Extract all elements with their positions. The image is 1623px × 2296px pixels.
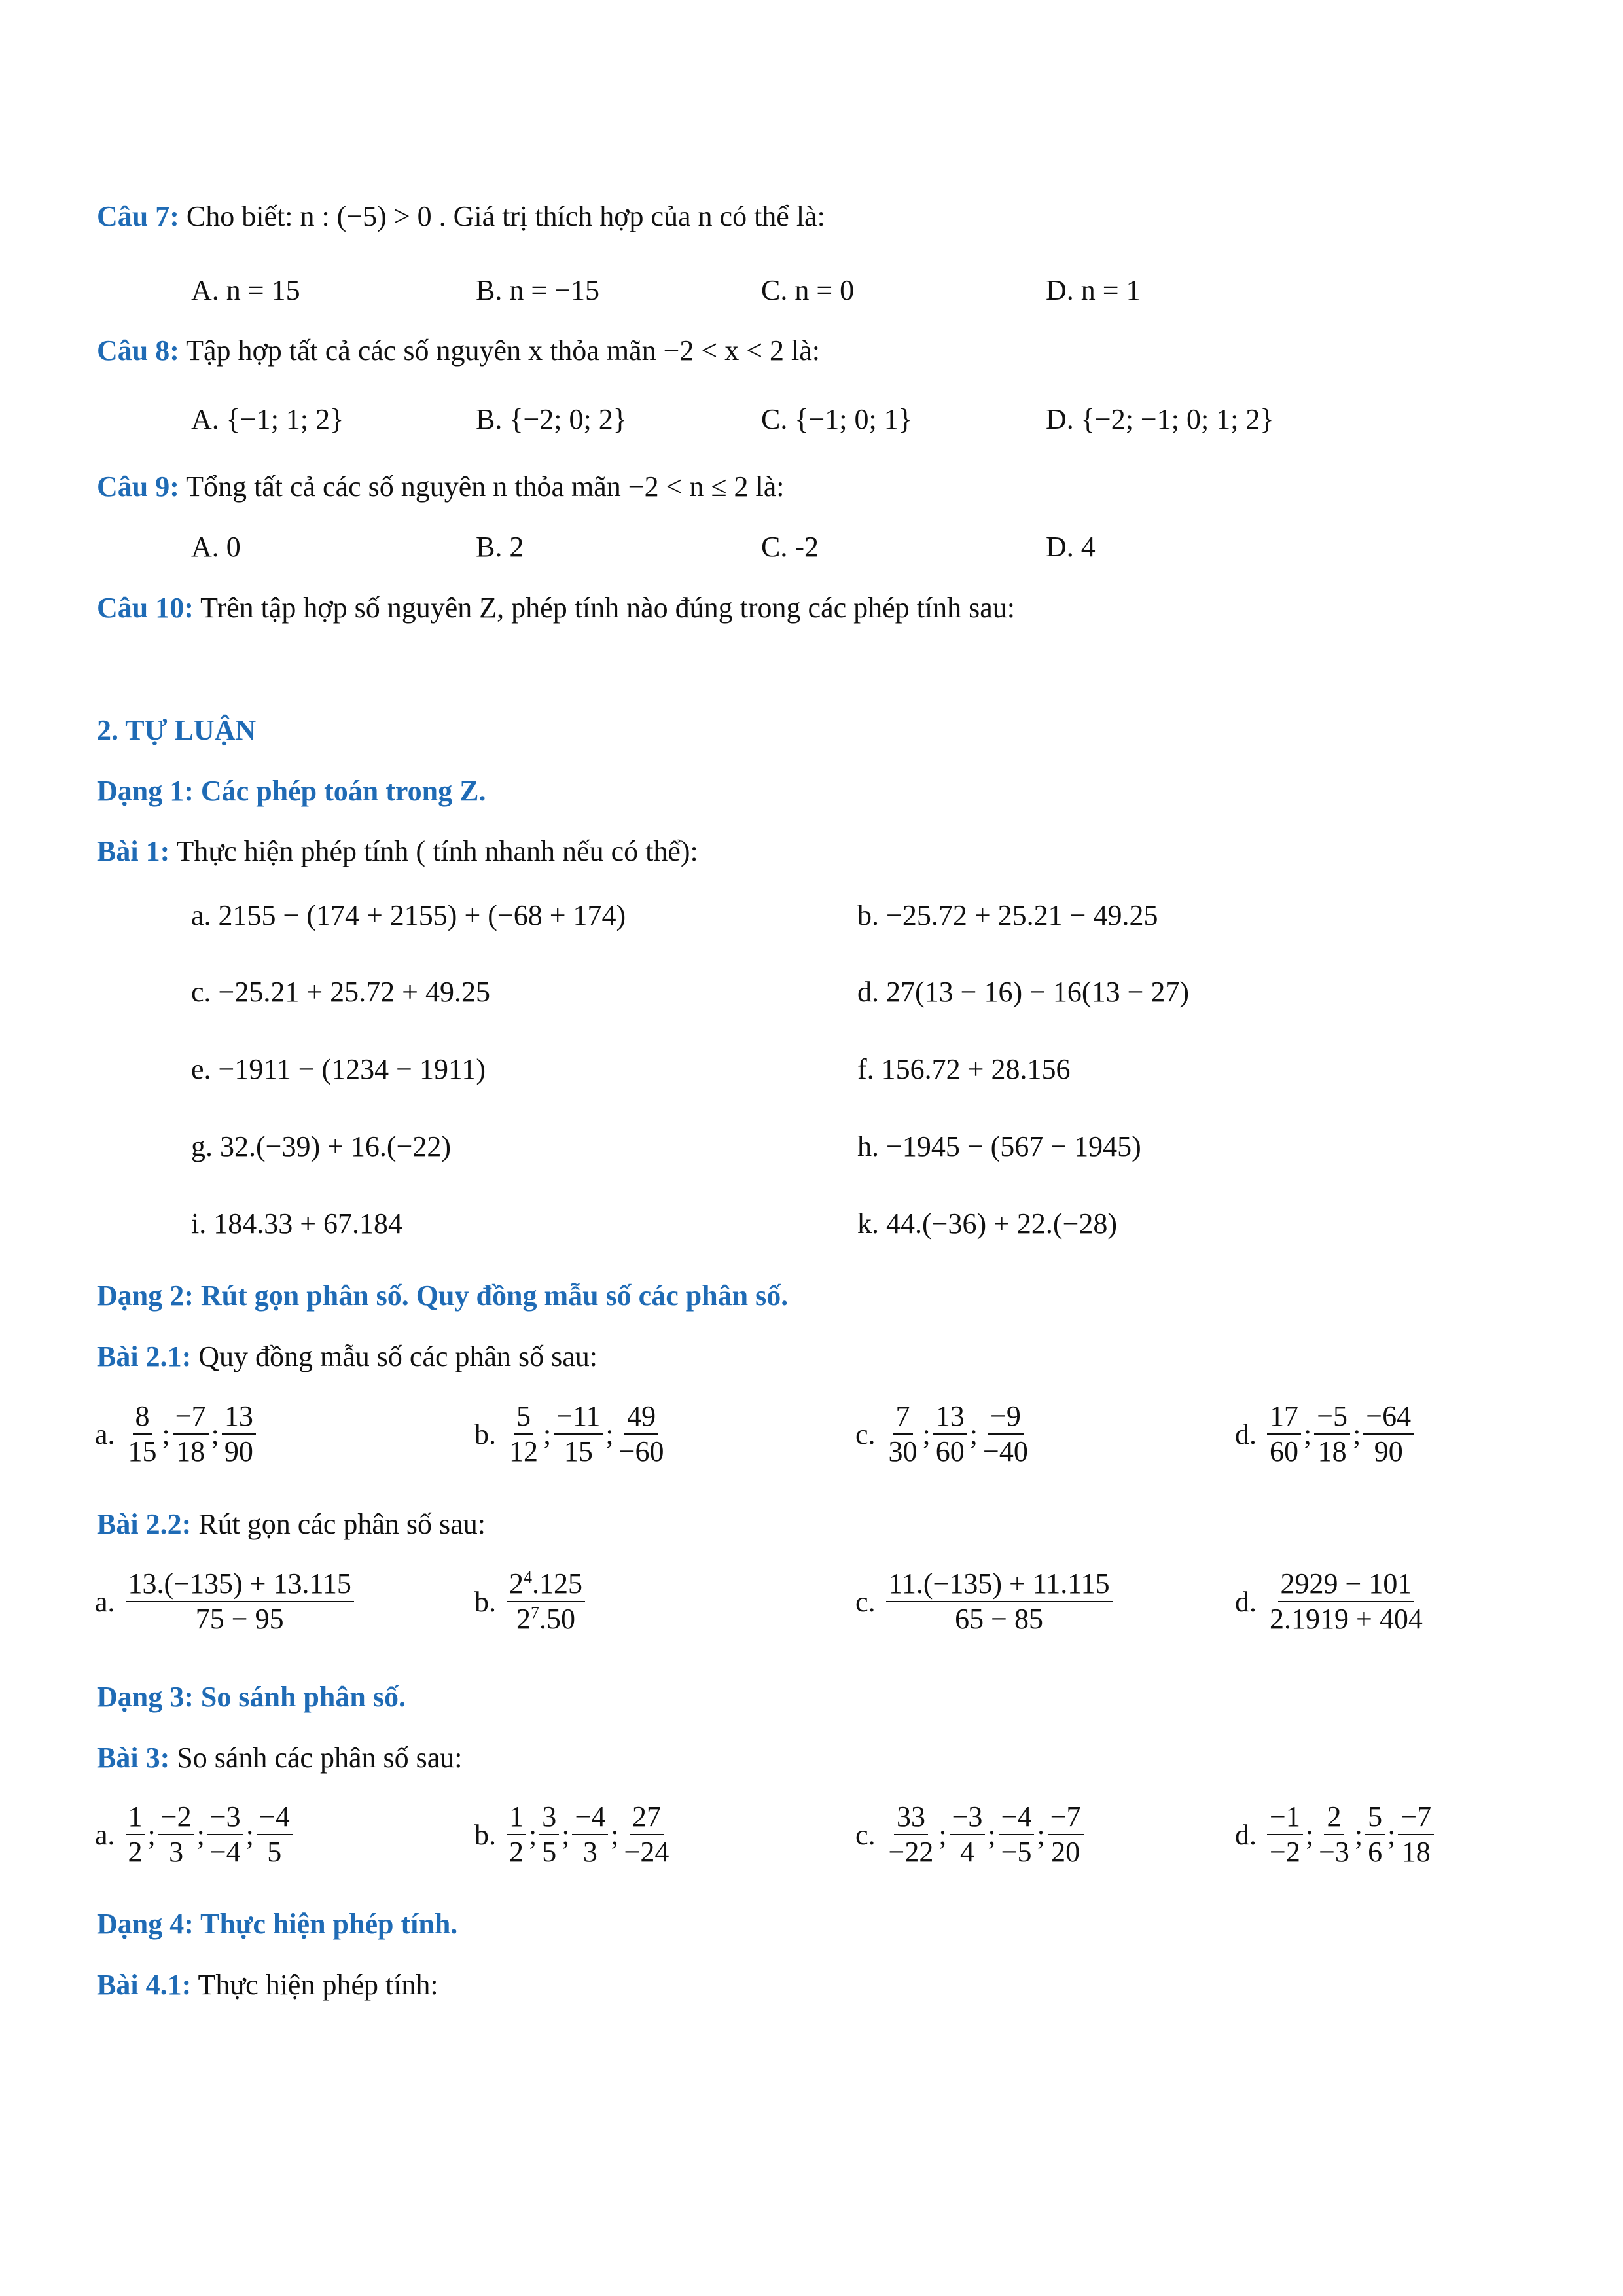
expr-a: a. 2155 − (174 + 2155) + (−68 + 174)	[191, 899, 626, 931]
fraction: 2 −3	[1319, 1801, 1349, 1869]
option-d: D. 4	[1046, 531, 1096, 563]
fraction: 49 −60	[618, 1400, 664, 1468]
bai-text: So sánh các phân số sau:	[169, 1742, 463, 1774]
bai21	[97, 1340, 597, 1373]
simplify-d	[1235, 1568, 1427, 1636]
simplify-b	[474, 1568, 586, 1636]
item-prefix: b.	[474, 1585, 496, 1618]
expr-c: c. −25.21 + 25.72 + 49.25	[191, 976, 490, 1008]
option-b: B. 2	[476, 531, 524, 563]
bai-label: Bài 2.2:	[97, 1508, 192, 1540]
bai-text: Rút gọn các phân số sau:	[191, 1508, 486, 1540]
option-b: B. n = −15	[476, 274, 599, 306]
item-prefix: d.	[1235, 1818, 1257, 1851]
compare-b: b. 1 2 ; 3 5 ; −4 3 ; 27 −24	[474, 1801, 673, 1869]
option-c: C. n = 0	[761, 274, 855, 306]
fraction: −4 5	[257, 1801, 293, 1869]
fraction: 13 60	[933, 1401, 967, 1468]
item-prefix: a.	[95, 1818, 115, 1851]
expr-e: e. −1911 − (1234 − 1911)	[191, 1053, 486, 1085]
question-label: Câu 10:	[97, 592, 194, 624]
expr-d: d. 27(13 − 16) − 16(13 − 27)	[857, 976, 1190, 1008]
fraction: 17 60	[1267, 1401, 1301, 1468]
fraction: 3 5	[539, 1801, 559, 1869]
bai-text: Thực hiện phép tính ( tính nhanh nếu có thể):	[169, 835, 698, 867]
fraction: −3 4	[950, 1801, 986, 1869]
bai-label: Bài 3:	[97, 1742, 170, 1774]
fraction: 1 2	[126, 1801, 145, 1869]
simplify-c	[855, 1568, 1114, 1636]
fraction: 11.(−135) + 11.115 65 − 85	[886, 1568, 1113, 1636]
fraction: $2^4.125$ $2^7.50$	[507, 1568, 585, 1636]
bai-text: Thực hiện phép tính:	[191, 1969, 438, 2001]
bai-label: Bài 4.1:	[97, 1969, 192, 2001]
question-label: Câu 7:	[97, 200, 179, 232]
question-8	[97, 334, 820, 367]
option-b: B. {−2; 0; 2}	[476, 403, 627, 435]
item-prefix: c.	[855, 1818, 876, 1851]
bai-text: Quy đồng mẫu số các phân số sau:	[191, 1340, 598, 1372]
question-text: Tập hợp tất cả các số nguyên x thỏa mãn −2 < x < 2 là:	[179, 334, 820, 367]
option-d: D. n = 1	[1046, 274, 1141, 306]
fraction: −1 −2	[1267, 1801, 1303, 1869]
question-9	[97, 470, 785, 503]
compare-c: c. 33 −22 ; −3 4 ; −4 −5 ; −7 20	[855, 1801, 1085, 1869]
simplify-a	[95, 1568, 355, 1636]
option-c: C. -2	[761, 531, 819, 563]
fraction: 33 −22	[888, 1801, 934, 1869]
question-10	[97, 591, 1015, 624]
fraction: −4 3	[572, 1801, 608, 1869]
option-c: C. {−1; 0; 1}	[761, 403, 912, 435]
fraction: −4 −5	[999, 1801, 1035, 1869]
dang2-heading: Dạng 2: Rút gọn phân số. Quy đồng mẫu số các phân số.	[97, 1280, 789, 1312]
dang3-heading: Dạng 3: So sánh phân số.	[97, 1681, 406, 1713]
fraction: −7 18	[1398, 1801, 1434, 1869]
frac-list-c: c. 7 30 ; 13 60 ; −9 −40	[855, 1401, 1032, 1468]
fraction: 13.(−135) + 13.115 75 − 95	[126, 1568, 354, 1636]
fraction: 5 12	[509, 1400, 538, 1468]
option-d: D. {−2; −1; 0; 1; 2}	[1046, 403, 1274, 435]
expr-i: i. 184.33 + 67.184	[191, 1208, 403, 1240]
option-a: A. 0	[191, 531, 241, 563]
fraction: 27 −24	[624, 1801, 669, 1869]
item-prefix: b.	[474, 1818, 496, 1851]
frac-list-a: a. 8 15 ; −7 18 ; 13 90	[95, 1401, 257, 1468]
expr-b: b. −25.72 + 25.21 − 49.25	[857, 899, 1158, 931]
fraction: −11 15	[554, 1401, 603, 1468]
compare-d: d. −1 −2 ; 2 −3 ; 5 6 ; −7 18	[1235, 1801, 1435, 1869]
question-7	[97, 200, 825, 233]
item-prefix: d.	[1235, 1585, 1257, 1618]
question-text: Trên tập hợp số nguyên Z, phép tính nào đúng trong các phép tính sau:	[193, 592, 1016, 624]
bai41	[97, 1968, 438, 2001]
item-prefix: b.	[474, 1418, 496, 1450]
fraction: 13 90	[222, 1401, 256, 1468]
expr-k: k. 44.(−36) + 22.(−28)	[857, 1208, 1118, 1240]
fraction: −3 −4	[207, 1801, 243, 1869]
fraction: 7 30	[888, 1400, 918, 1468]
question-text: Tổng tất cả các số nguyên n thỏa mãn −2 < n ≤ 2 là:	[179, 471, 785, 503]
bai1	[97, 834, 698, 868]
dang4-heading: Dạng 4: Thực hiện phép tính.	[97, 1908, 458, 1940]
expr-g: g. 32.(−39) + 16.(−22)	[191, 1130, 452, 1162]
frac-list-b: b. 5 12 ; −11 15 ; 49 −60	[474, 1401, 668, 1468]
expr-h: h. −1945 − (567 − 1945)	[857, 1130, 1141, 1162]
fraction: −64 90	[1363, 1401, 1414, 1468]
fraction: −7 18	[173, 1401, 209, 1468]
question-text: Cho biết: n : (−5) > 0 . Giá trị thích hợp của n có thể là:	[179, 200, 825, 232]
fraction: −9 −40	[983, 1400, 1028, 1468]
frac-list-d: d. 17 60 ; −5 18 ; −64 90	[1235, 1401, 1415, 1468]
bai-label: Bài 2.1:	[97, 1340, 192, 1372]
item-prefix: a.	[95, 1418, 115, 1450]
item-prefix: d.	[1235, 1418, 1257, 1450]
fraction: −7 20	[1048, 1801, 1084, 1869]
option-a: A. n = 15	[191, 274, 300, 306]
bai-label: Bài 1:	[97, 835, 170, 867]
bai22	[97, 1507, 486, 1541]
dang1-heading: Dạng 1: Các phép toán trong Z.	[97, 775, 486, 807]
fraction: 5 6	[1365, 1801, 1385, 1869]
item-prefix: a.	[95, 1585, 115, 1618]
fraction: 8 15	[128, 1400, 157, 1468]
question-label: Câu 9:	[97, 471, 179, 503]
bai3	[97, 1741, 462, 1774]
section-title: 2. TỰ LUẬN	[97, 714, 257, 746]
compare-a: a. 1 2 ; −2 3 ; −3 −4 ; −4 5	[95, 1801, 294, 1869]
expr-f: f. 156.72 + 28.156	[857, 1053, 1071, 1085]
fraction: −2 3	[158, 1801, 194, 1869]
item-prefix: c.	[855, 1585, 876, 1618]
question-label: Câu 8:	[97, 334, 179, 367]
option-a: A. {−1; 1; 2}	[191, 403, 344, 435]
fraction: 2929 − 101 2.1919 + 404	[1270, 1568, 1423, 1636]
fraction: 1 2	[507, 1801, 526, 1869]
fraction: −5 18	[1314, 1401, 1350, 1468]
item-prefix: c.	[855, 1418, 876, 1450]
